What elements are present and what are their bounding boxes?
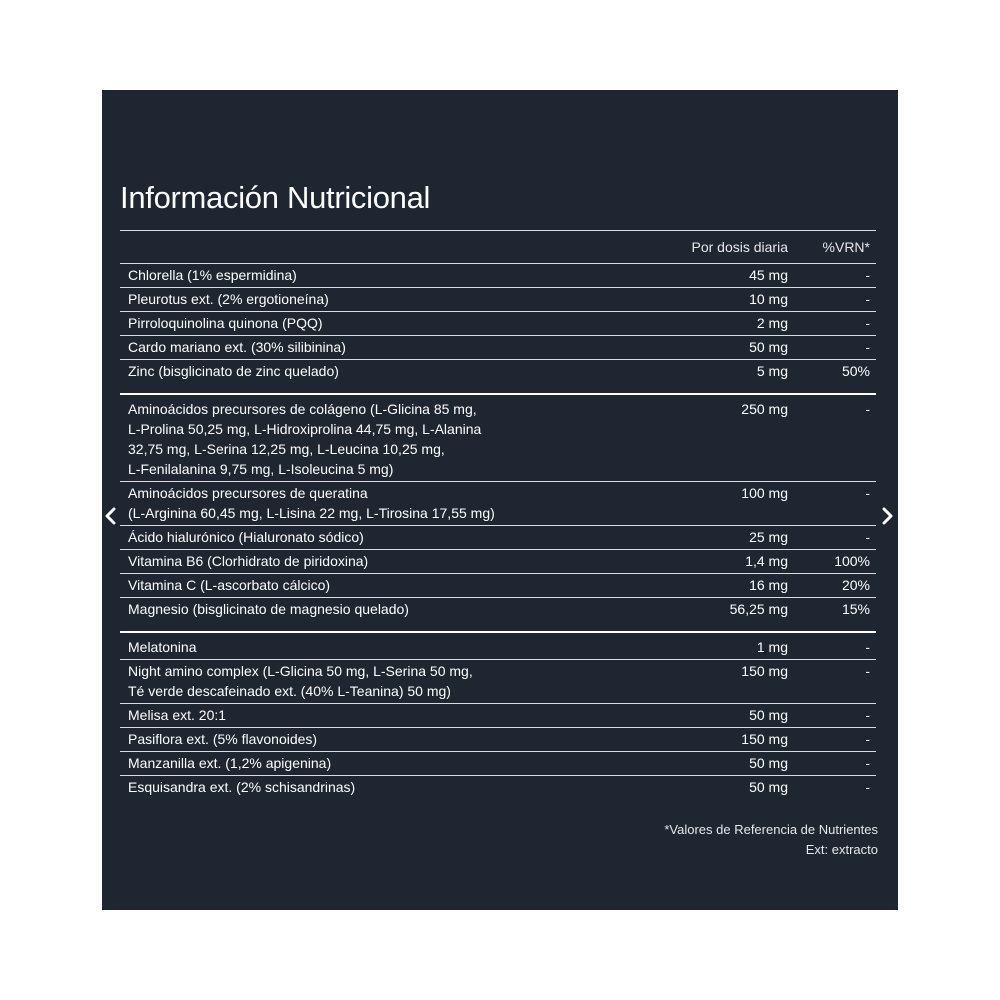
- footnote-vrn: *Valores de Referencia de Nutrientes: [664, 822, 878, 837]
- table-row: [120, 525, 876, 549]
- table-row: [120, 311, 876, 335]
- nutrient-vrn: -: [865, 485, 870, 501]
- chevron-right-icon: [881, 506, 895, 526]
- nutrient-name: Night amino complex (L-Glicina 50 mg, L-Serina 50 mg, Té verde descafeinado ext. (40% L-Teanina) 50 mg): [128, 663, 473, 699]
- table-row: [120, 287, 876, 311]
- nutrient-name: Melatonina: [128, 639, 197, 655]
- footnotes: [664, 820, 878, 860]
- table-row: [120, 775, 876, 799]
- table-row: [120, 393, 876, 481]
- nutrient-name: Vitamina C (L-ascorbato cálcico): [128, 577, 331, 593]
- chevron-left-icon: [103, 506, 117, 526]
- nutrient-dose: 100 mg: [741, 485, 788, 501]
- nutrient-dose: 25 mg: [749, 529, 788, 545]
- next-image-button[interactable]: [878, 498, 898, 534]
- nutrient-dose: 250 mg: [741, 401, 788, 417]
- nutrient-dose: 50 mg: [749, 339, 788, 355]
- nutrient-vrn: -: [865, 315, 870, 331]
- table-body: [120, 263, 876, 799]
- nutrition-table: [120, 230, 876, 799]
- nutrient-name: Cardo mariano ext. (30% silibinina): [128, 339, 346, 355]
- table-row: [120, 727, 876, 751]
- table-row: [120, 573, 876, 597]
- table-row: [120, 481, 876, 525]
- nutrient-dose: 5 mg: [756, 363, 788, 379]
- table-row: [120, 359, 876, 383]
- nutrient-dose: 1,4 mg: [745, 553, 788, 569]
- nutrient-dose: 150 mg: [741, 731, 788, 747]
- nutrient-name: Aminoácidos precursores de colágeno (L-Glicina 85 mg, L-Prolina 50,25 mg, L-Hidroxiprolina 44,75 mg, L-Alanina 32,75 mg, L-Serina 12,25 mg, L-Leucina 10,25 mg, L-Fenilalanina 9,75 mg, L-Isoleucina 5 mg): [128, 401, 482, 477]
- nutrient-dose: 16 mg: [749, 577, 788, 593]
- nutrient-vrn: -: [865, 529, 870, 545]
- table-row: [120, 659, 876, 703]
- nutrient-vrn: -: [865, 339, 870, 355]
- nutrient-dose: 1 mg: [756, 639, 788, 655]
- nutrient-vrn: -: [865, 267, 870, 283]
- table-row: [120, 549, 876, 573]
- header-vrn: %VRN*: [822, 239, 870, 255]
- nutrient-vrn: -: [865, 755, 870, 771]
- nutrient-name: Vitamina B6 (Clorhidrato de piridoxina): [128, 553, 369, 569]
- nutrient-dose: 50 mg: [749, 755, 788, 771]
- nutrient-dose: 50 mg: [749, 779, 788, 795]
- nutrition-panel: [102, 90, 898, 910]
- nutrient-dose: 2 mg: [756, 315, 788, 331]
- prev-image-button[interactable]: [100, 498, 120, 534]
- nutrient-vrn: 100%: [834, 553, 870, 569]
- table-row: [120, 335, 876, 359]
- nutrient-name: Esquisandra ext. (2% schisandrinas): [128, 779, 356, 795]
- nutrient-vrn: -: [865, 779, 870, 795]
- nutrient-vrn: 15%: [841, 601, 870, 617]
- nutrient-vrn: -: [865, 663, 870, 679]
- nutrient-vrn: 20%: [841, 577, 870, 593]
- table-row: [120, 703, 876, 727]
- nutrient-dose: 50 mg: [749, 707, 788, 723]
- nutrient-name: Pasiflora ext. (5% flavonoides): [128, 731, 318, 747]
- table-row: [120, 263, 876, 287]
- table-header: [120, 231, 876, 263]
- nutrient-name: Zinc (bisglicinato de zinc quelado): [128, 363, 339, 379]
- nutrient-vrn: -: [865, 401, 870, 417]
- nutrient-vrn: -: [865, 639, 870, 655]
- nutrient-name: Pleurotus ext. (2% ergotioneína): [128, 291, 329, 307]
- nutrient-dose: 56,25 mg: [729, 601, 788, 617]
- nutrient-dose: 45 mg: [749, 267, 788, 283]
- nutrient-dose: 10 mg: [749, 291, 788, 307]
- page-title: Información Nutricional: [120, 180, 431, 215]
- nutrient-vrn: -: [865, 707, 870, 723]
- nutrient-name: Manzanilla ext. (1,2% apigenina): [128, 755, 332, 771]
- nutrient-dose: 150 mg: [741, 663, 788, 679]
- nutrient-name: Ácido hialurónico (Hialuronato sódico): [128, 529, 364, 545]
- footnote-ext: Ext: extracto: [805, 842, 878, 857]
- nutrient-name: Melisa ext. 20:1: [128, 707, 227, 723]
- header-dose: Por dosis diaria: [691, 239, 788, 255]
- nutrient-name: Pirroloquinolina quinona (PQQ): [128, 315, 323, 331]
- nutrient-name: Magnesio (bisglicinato de magnesio quelado): [128, 601, 409, 617]
- nutrient-name: Chlorella (1% espermidina): [128, 267, 297, 283]
- nutrient-vrn: 50%: [841, 363, 870, 379]
- nutrient-name: Aminoácidos precursores de queratina (L-Arginina 60,45 mg, L-Lisina 22 mg, L-Tirosina 17,55 mg): [128, 485, 495, 521]
- nutrient-vrn: -: [865, 731, 870, 747]
- nutrient-vrn: -: [865, 291, 870, 307]
- table-row: [120, 597, 876, 621]
- table-row: [120, 751, 876, 775]
- table-row: [120, 631, 876, 659]
